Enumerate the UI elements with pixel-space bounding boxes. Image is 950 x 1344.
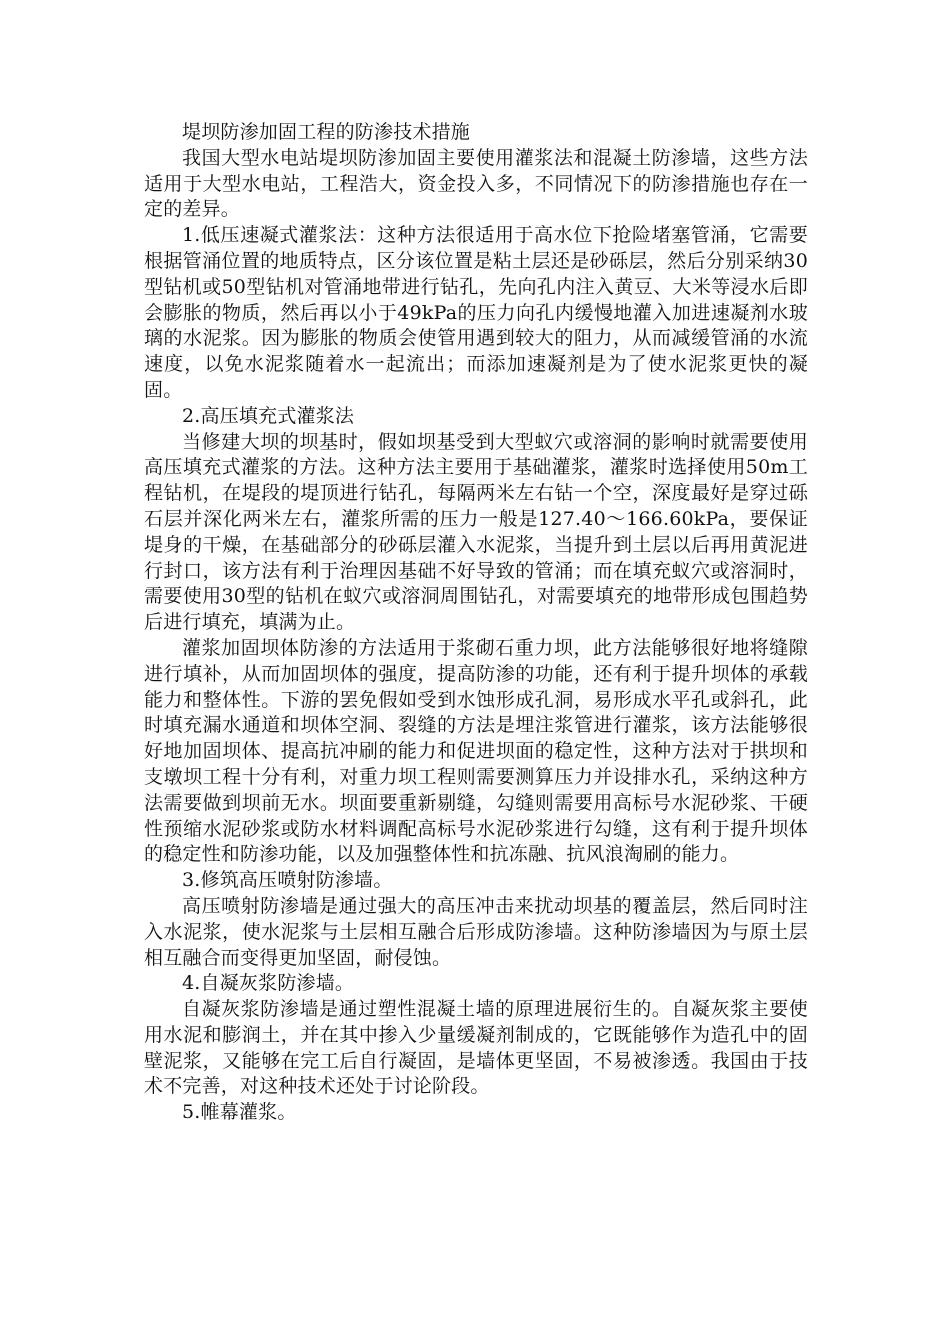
- document-title: 堤坝防渗加固工程的防渗技术措施: [182, 121, 471, 143]
- method-4-heading: 4.自凝灰浆防渗墙。: [182, 972, 355, 995]
- method-3-heading: 3.修筑高压喷射防渗墙。: [182, 869, 393, 892]
- intro-paragraph: 我国大型水电站堤坝防渗加固主要使用灌浆法和混凝土防渗墙，这些方法适用于大型水电站，工程浩大，资金投入多，不同情况下的防渗措施也存在一定的差异。: [144, 146, 808, 221]
- method-1-paragraph: 1.低压速凝式灌浆法：这种方法很适用于高水位下抢险堵塞管涌，它需要根据管涌位置的地质特点，区分该位置是粘土层还是砂砾层，然后分别采纳30型钻机或50型钻机对管涌地带进行钻孔，先向孔内注入黄豆、大米等浸水后即会膨胀的物质，然后再以小于49kPa的压力向孔内缓慢地灌入加进速凝剂水玻璃的水泥浆。因为膨胀的物质会使管用遇到较大的阻力，从而减缓管涌的水流速度，以免水泥浆随着水一起流出；而添加速凝剂是为了使水泥浆更快的凝固。: [144, 224, 808, 401]
- method-4-paragraph: 自凝灰浆防渗墙是通过塑性混凝土墙的原理进展衍生的。自凝灰浆主要使用水泥和膨润土，并在其中掺入少量缓凝剂制成的，它既能够作为造孔中的固壁泥浆，又能够在完工后自行凝固，是墙体更坚固，不易被渗透。我国由于技术不完善，对这种技术还处于讨论阶段。: [144, 998, 808, 1098]
- method-5-heading: 5.帷幕灌浆。: [182, 1101, 297, 1124]
- method-2-paragraph: 当修建大坝的坝基时，假如坝基受到大型蚁穴或溶洞的影响时就需要使用高压填充式灌浆的方法。这种方法主要用于基础灌浆，灌浆时选择使用50m工程钻机，在堤段的堤顶进行钻孔，每隔两米左右钻一个空，深度最好是穿过砾石层并深化两米左右，灌浆所需的压力一般是127.40～166.60kPa，要保证堤身的干燥，在基础部分的砂砾层灌入水泥浆，当提升到土层以后再用黄泥进行封口，该方法有利于治理因基础不好导致的管涌；而在填充蚁穴或溶洞时，需要使用30型的钻机在蚁穴或溶洞周围钻孔，对需要填充的地带形成包围趋势后进行填充，填满为止。: [144, 430, 808, 634]
- grouting-reinforcement-paragraph: 灌浆加固坝体防渗的方法适用于浆砌石重力坝，此方法能够很好地将缝隙进行填补，从而加固坝体的强度，提高防渗的功能，还有利于提升坝体的承载能力和整体性。下游的罢免假如受到水蚀形成孔洞，易形成水平孔或斜孔，此时填充漏水通道和坝体空洞、裂缝的方法是埋注浆管进行灌浆，该方法能够很好地加固坝体、提高抗冲刷的能力和促进坝面的稳定性，这种方法对于拱坝和支墩坝工程十分有利，对重力坝工程则需要测算压力并设排水孔，采纳这种方法需要做到坝前无水。坝面要重新剔缝，勾缝则需要用高标号水泥砂浆、干硬性预缩水泥砂浆或防水材料调配高标号水泥砂浆进行勾缝，这有利于提升坝体的稳定性和防渗功能，以及加强整体性和抗冻融、抗风浪淘刷的能力。: [144, 636, 808, 866]
- method-3-paragraph: 高压喷射防渗墙是通过强大的高压冲击来扰动坝基的覆盖层，然后同时注入水泥浆，使水泥浆与土层相互融合后形成防渗墙。这种防渗墙因为与原土层相互融合而变得更加坚固，耐侵蚀。: [144, 894, 808, 969]
- method-2-heading: 2.高压填充式灌浆法: [182, 404, 355, 427]
- document-body: [144, 120, 808, 1126]
